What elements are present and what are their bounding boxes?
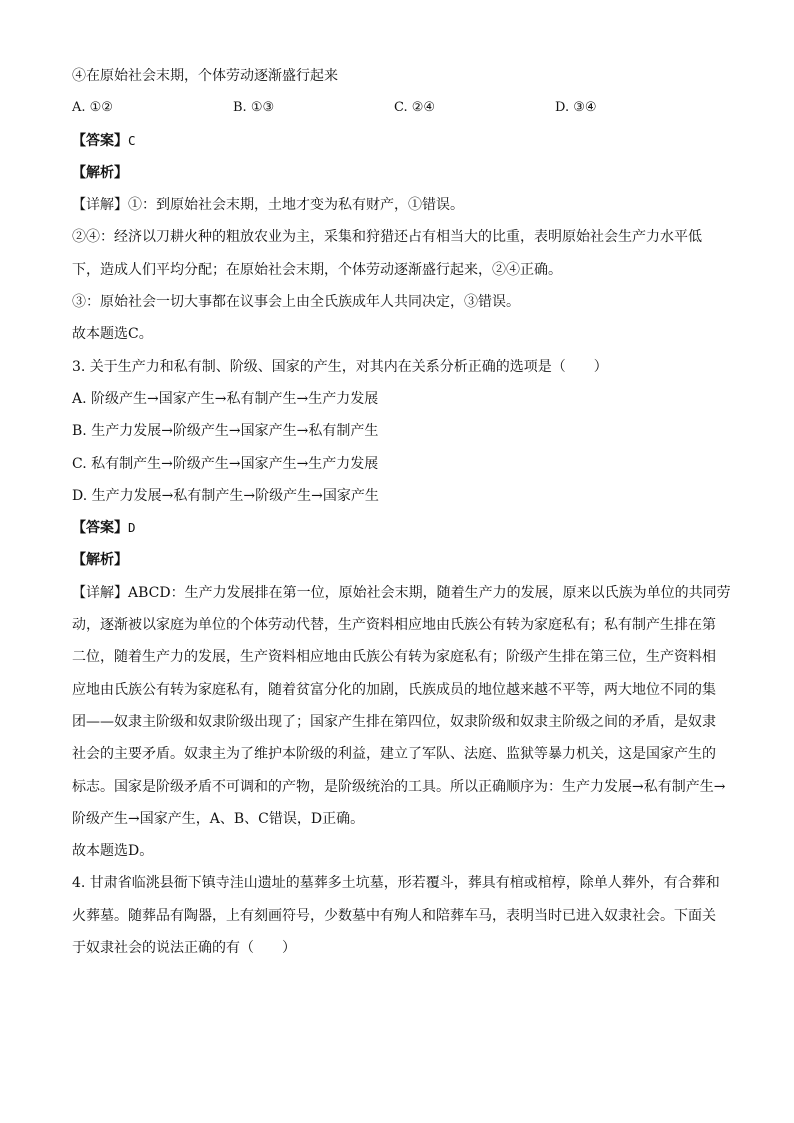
detail-line: 下，造成人们平均分配；在原始社会末期，个体劳动逐渐盛行起来，②④正确。 bbox=[72, 261, 562, 278]
q3-detail-line: 动，逐渐被以家庭为单位的个体劳动代替，生产资料相应地由氏族公有转为家庭私有；私有制产生排在第 bbox=[72, 617, 716, 634]
options-row bbox=[72, 92, 732, 124]
q3-answer-value: D bbox=[128, 520, 136, 536]
question-4-stem-line: 4. 甘肃省临洮县衙下镇寺洼山遗址的墓葬多土坑墓，形若覆斗，葬具有棺或棺椁，除单人葬外，有合葬和 bbox=[72, 875, 720, 892]
question-4-stem-line: 火葬墓。随葬品有陶器，上有刻画符号，少数墓中有殉人和陪葬车马，表明当时已进入奴隶社会。下面关 bbox=[72, 907, 716, 924]
q3-analysis-label: 【解析】 bbox=[72, 552, 128, 569]
answer-line bbox=[72, 125, 732, 157]
option-a: A. ①② bbox=[72, 100, 113, 116]
detail-line: 【详解】①：到原始社会末期，土地才变为私有财产，①错误。 bbox=[72, 197, 464, 214]
option-b: B. ①③ bbox=[233, 100, 275, 116]
q3-detail-line: 团——奴隶主阶级和奴隶阶级出现了；国家产生排在第四位，奴隶阶级和奴隶主阶级之间的矛盾，是奴隶 bbox=[72, 713, 716, 730]
statement-4: ④在原始社会末期，个体劳动逐渐盛行起来 bbox=[72, 68, 338, 84]
detail-line: ②④：经济以刀耕火种的粗放农业为主，采集和狩猎还占有相当大的比重，表明原始社会生产力水平低 bbox=[72, 229, 702, 246]
question-4-stem-line: 于奴隶社会的说法正确的有（ ） bbox=[72, 940, 296, 957]
q3-detail-line: 应地由氏族公有转为家庭私有，随着贫富分化的加剧，氏族成员的地位越来越不平等，两大地位不同的集 bbox=[72, 681, 716, 698]
q3-answer-line bbox=[72, 512, 732, 544]
answer-label: 【答案】 bbox=[72, 132, 128, 149]
q3-option-a: A. 阶级产生→国家产生→私有制产生→生产力发展 bbox=[72, 390, 379, 407]
q3-option-d: D. 生产力发展→私有制产生→阶级产生→国家产生 bbox=[72, 487, 379, 504]
q3-detail-line: 标志。国家是阶级矛盾不可调和的产物，是阶级统治的工具。所以正确顺序为：生产力发展→私有制产生→ bbox=[72, 778, 726, 795]
q3-detail-line: 社会的主要矛盾。奴隶主为了维护本阶级的利益，建立了军队、法庭、监狱等暴力机关，这是国家产生的 bbox=[72, 746, 716, 763]
q3-conclusion-line: 故本题选D。 bbox=[72, 843, 154, 860]
q3-answer-label: 【答案】 bbox=[72, 520, 128, 537]
option-d: D. ③④ bbox=[555, 100, 597, 116]
q3-detail-line: 阶级产生→国家产生，A、B、C错误，D正确。 bbox=[72, 810, 365, 827]
answer-value: C bbox=[128, 132, 136, 148]
analysis-label: 【解析】 bbox=[72, 164, 128, 181]
document-page bbox=[72, 60, 732, 964]
q3-detail-line: 【详解】ABCD：生产力发展排在第一位，原始社会末期，随着生产力的发展，原来以氏族为单位的共同劳 bbox=[72, 584, 731, 601]
q3-option-b: B. 生产力发展→阶级产生→国家产生→私有制产生 bbox=[72, 423, 379, 440]
q3-option-c: C. 私有制产生→阶级产生→国家产生→生产力发展 bbox=[72, 455, 379, 472]
question-3-stem: 3. 关于生产力和私有制、阶级、国家的产生，对其内在关系分析正确的选项是（ ） bbox=[72, 358, 608, 375]
option-c: C. ②④ bbox=[394, 100, 436, 116]
q3-detail-line: 二位，随着生产力的发展，生产资料相应地由氏族公有转为家庭私有；阶级产生排在第三位，生产资料相 bbox=[72, 649, 716, 666]
conclusion-line: 故本题选C。 bbox=[72, 326, 153, 343]
detail-line: ③：原始社会一切大事都在议事会上由全氏族成年人共同决定，③错误。 bbox=[72, 294, 520, 311]
